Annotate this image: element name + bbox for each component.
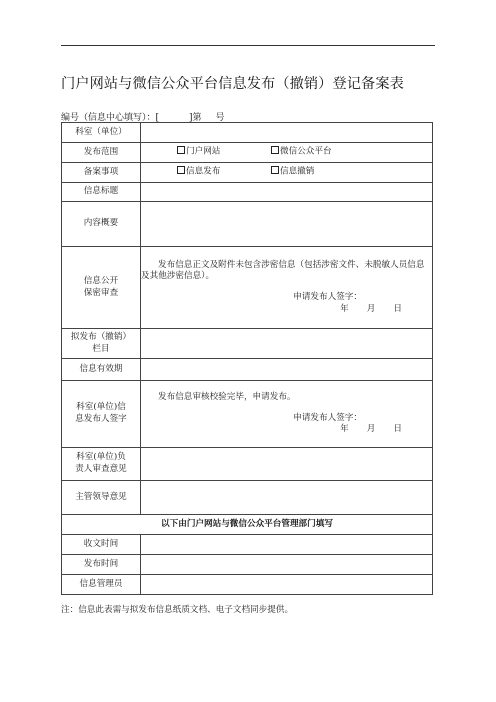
dept-signature-label-line2: 息发布人签字 [75, 414, 127, 424]
row-department [62, 123, 433, 143]
row-validity [62, 359, 433, 381]
receive-time-field[interactable] [141, 535, 433, 555]
revoke-option[interactable] [271, 166, 314, 178]
serial-unit: 号 [215, 113, 225, 123]
month-label: 月 [366, 303, 376, 314]
target-column-label-line2: 栏目 [92, 343, 110, 354]
dept-signature-label [62, 381, 141, 448]
target-column-field[interactable] [141, 329, 433, 359]
row-publish-time [62, 555, 433, 575]
dept-statement: 发布信息审核校验完毕，申请发布。 [158, 392, 296, 403]
month-label: 月 [366, 424, 376, 435]
summary-field[interactable] [141, 202, 433, 247]
secrecy-declaration [141, 247, 433, 329]
secrecy-review-label [62, 247, 141, 329]
row-secrecy-review [62, 247, 433, 329]
section-header: 以下由门户网站与微信公众平台管理部门填写 [62, 515, 433, 535]
info-title-field[interactable] [141, 183, 433, 202]
row-section-header [62, 515, 433, 535]
publish-scope-label: 发布范围 [62, 143, 141, 163]
summary-label: 内容概要 [62, 202, 141, 247]
publish-option-label: 信息发布 [186, 166, 221, 177]
dept-date[interactable] [141, 424, 432, 436]
row-summary [62, 202, 433, 247]
dept-head-label [62, 448, 141, 481]
header-rule [61, 45, 435, 46]
wechat-option[interactable] [271, 146, 332, 158]
leader-field[interactable] [141, 481, 433, 515]
wechat-option-label: 微信公众平台 [280, 146, 332, 157]
target-column-label [62, 329, 141, 359]
checkbox-icon[interactable] [271, 146, 279, 154]
secrecy-statement: 发布信息正文及附件未包含涉密信息（包括涉密文件、未脱敏人员信息及其他涉密信息）。 [141, 259, 425, 282]
year-label: 年 [340, 303, 349, 314]
publish-time-label: 发布时间 [62, 555, 141, 575]
info-manager-label: 信息管理员 [62, 575, 141, 595]
dept-head-label-line2: 责人审查意见 [75, 464, 127, 474]
dept-signature-label-line1: 科室(单位)信 [76, 402, 126, 413]
validity-label: 信息有效期 [62, 359, 141, 381]
portal-option-label: 门户网站 [186, 146, 221, 157]
row-info-manager [62, 575, 433, 595]
revoke-option-label: 信息撤销 [280, 166, 315, 177]
dept-head-label-line1: 科室(单位)负 [76, 452, 126, 463]
row-dept-head [62, 448, 433, 481]
row-target-column [62, 329, 433, 359]
registration-form-table [61, 122, 433, 595]
serial-label: 编号（信息中心填写）：[ [61, 113, 160, 123]
checkbox-icon[interactable] [177, 166, 185, 174]
target-column-label-line1: 拟发布（撤销） [70, 331, 132, 342]
filing-item-label: 备案事项 [62, 163, 141, 183]
department-label: 科室（单位） [62, 123, 141, 143]
department-field[interactable] [141, 123, 433, 143]
row-receive-time [62, 535, 433, 555]
publish-option[interactable] [177, 166, 271, 178]
footnote: 注：信息此表需与拟发布信息纸质文档、电子文档同步提供。 [61, 605, 294, 615]
validity-field[interactable] [141, 359, 433, 381]
day-label: 日 [393, 303, 402, 314]
info-manager-field[interactable] [141, 575, 433, 595]
row-info-title [62, 183, 433, 202]
filing-item-options [141, 163, 433, 183]
dept-head-field[interactable] [141, 448, 433, 481]
secrecy-signature-label[interactable]: 申请发布人签字： [293, 292, 362, 302]
dept-signature-field[interactable]: 申请发布人签字： [293, 412, 362, 423]
row-filing-item [62, 163, 433, 183]
day-label: 日 [393, 424, 402, 435]
leader-label: 主管领导意见 [62, 481, 141, 515]
secrecy-review-label-line2: 保密审查 [83, 287, 119, 298]
receive-time-label: 收文时间 [62, 535, 141, 555]
document-title: 门户网站与微信公众平台信息发布（撤销）登记备案表 [61, 76, 404, 92]
dept-declaration [141, 381, 433, 448]
info-title-label: 信息标题 [62, 183, 141, 202]
row-leader [62, 481, 433, 515]
checkbox-icon[interactable] [177, 146, 185, 154]
publish-time-field[interactable] [141, 555, 433, 575]
row-dept-signature [62, 381, 433, 448]
serial-close: ]第 [189, 113, 202, 123]
secrecy-review-label-line1: 信息公开 [83, 275, 119, 286]
year-label: 年 [340, 424, 349, 435]
row-publish-scope [62, 143, 433, 163]
portal-option[interactable] [177, 146, 271, 158]
secrecy-date[interactable] [141, 304, 432, 316]
checkbox-icon[interactable] [271, 166, 279, 174]
publish-scope-options [141, 143, 433, 163]
